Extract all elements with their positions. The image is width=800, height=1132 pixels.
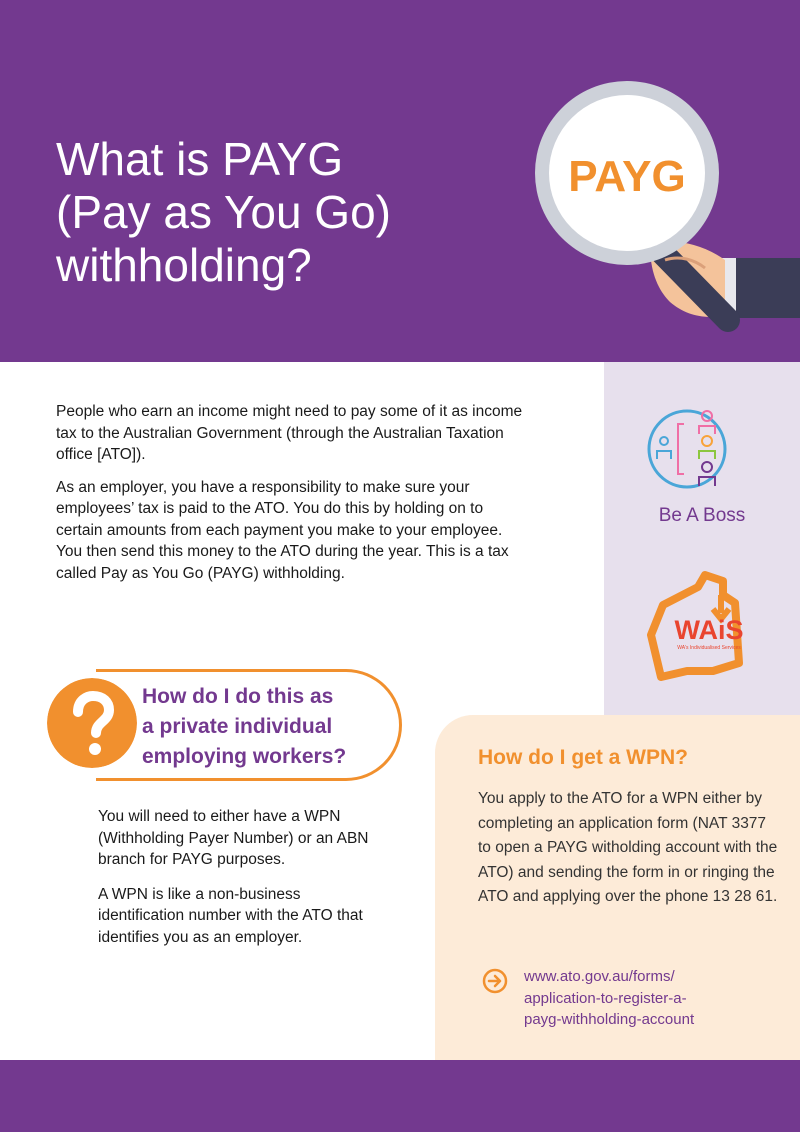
be-a-boss-logo — [644, 404, 750, 494]
payg-lens-label: PAYG — [568, 152, 686, 201]
person-icon — [702, 436, 712, 446]
link-line-3: payg-withholding-account — [524, 1011, 695, 1028]
footer-banner — [0, 1060, 800, 1132]
question-line-1: How do I do this as — [142, 685, 334, 708]
title-line-1: What is PAYG — [56, 133, 344, 185]
wpn-heading: How do I get a WPN? — [478, 746, 688, 769]
page-title — [56, 133, 476, 292]
bracket-icon — [678, 424, 684, 474]
title-line-2: (Pay as You Go) — [56, 186, 391, 238]
person-icon — [702, 462, 712, 472]
wais-wordmark: WAiS — [674, 615, 744, 645]
answer-paragraph-2: A WPN is like a non-business identification number with the ATO that identifies you as an employer. — [98, 885, 363, 946]
link-line-1: www.ato.gov.au/forms/ — [524, 968, 675, 985]
answer-paragraph-1: You will need to either have a WPN (Withholding Payer Number) or an ABN branch for PAYG purposes. — [98, 808, 369, 868]
sleeve-shape — [730, 258, 800, 318]
link-line-2: application-to-register-a- — [524, 989, 687, 1007]
answer-text — [98, 806, 383, 961]
question-heading — [142, 682, 402, 772]
magnifying-glass-illustration — [500, 70, 800, 345]
intro-text — [56, 401, 526, 595]
intro-paragraph-1: People who earn an income might need to pay some of it as income tax to the Australian Government (through the Australian Taxation office [ATO]). — [56, 403, 523, 463]
be-a-boss-label: Be A Boss — [658, 505, 746, 526]
question-line-2: a private individual — [142, 715, 333, 738]
person-icon — [660, 437, 668, 445]
question-mark-icon — [47, 678, 137, 768]
arrow-circle-icon — [482, 968, 508, 994]
ato-form-link[interactable] — [524, 966, 754, 1031]
wais-logo — [643, 565, 759, 681]
title-line-3: withholding? — [56, 239, 312, 291]
intro-paragraph-2: As an employer, you have a responsibility to make sure your employees’ tax is paid to the ATO. You do this by holding on to certain amounts from each payment you make to your employee. You then send this money to the ATO during the year. This is a tax called Pay as You Go (PAYG) withholding. — [56, 478, 509, 582]
question-line-3: employing workers? — [142, 745, 347, 768]
wpn-description: You apply to the ATO for a WPN either by completing an application form (NAT 3377 to open a PAYG witholding account with the ATO) and sending the form in or ringing the ATO and applying over the phone 13 28 61. — [478, 790, 778, 905]
boss-logo-ring — [649, 411, 725, 487]
wais-tagline: WA's Individualised Services — [677, 645, 741, 651]
